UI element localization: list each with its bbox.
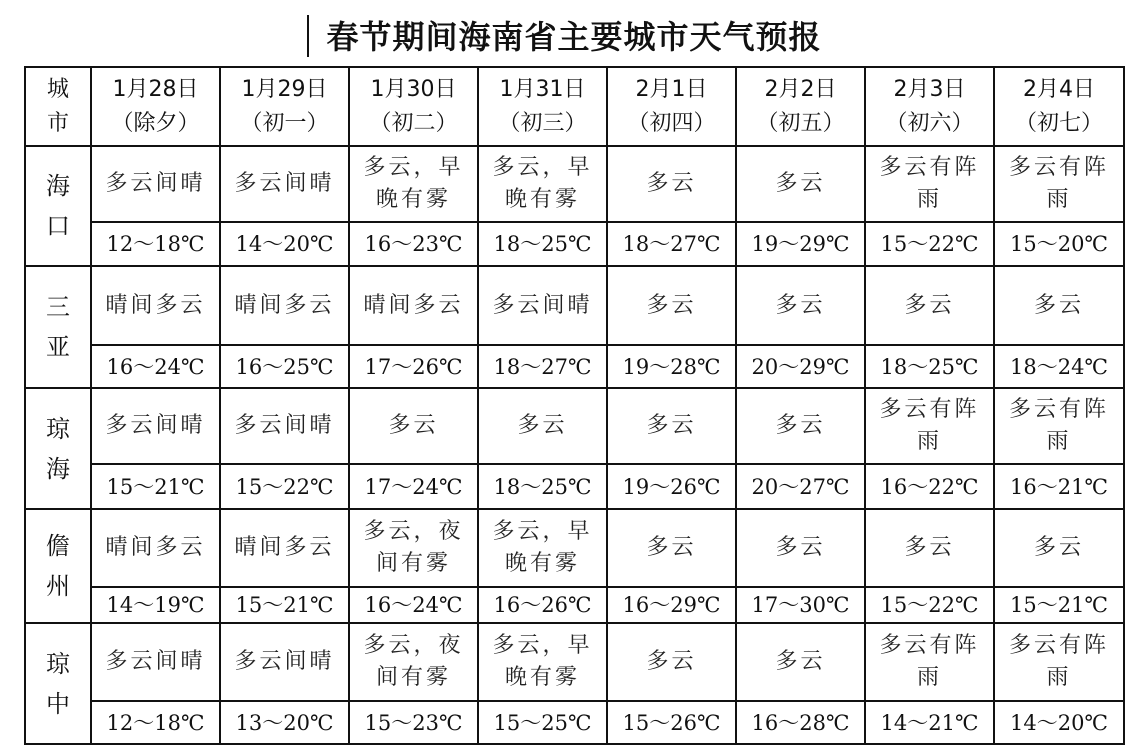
weather-text-line: 多云 xyxy=(775,413,826,438)
temperature-cell: 19～26℃ xyxy=(607,464,736,509)
temperature-cell: 16～23℃ xyxy=(349,222,478,266)
weather-text-line: 雨 xyxy=(916,665,942,690)
temperature-cell: 15～23℃ xyxy=(349,701,478,744)
weather-cell xyxy=(865,388,994,464)
weather-text-line: 多云有阵 xyxy=(879,397,980,422)
lunar-label: （初四） xyxy=(627,110,716,136)
temperature-cell: 16～24℃ xyxy=(349,587,478,623)
weather-cell xyxy=(91,146,220,222)
weather-cell xyxy=(478,623,607,701)
date-header-cell xyxy=(478,67,607,146)
temperature-row xyxy=(25,222,1124,266)
weather-cell xyxy=(478,146,607,222)
weather-text-line: 多云 xyxy=(646,535,697,560)
city-name-line: 琼 xyxy=(46,649,70,678)
temperature-cell: 17～30℃ xyxy=(736,587,865,623)
weather-text-line: 多云间晴 xyxy=(492,292,593,318)
city-name-cell xyxy=(25,146,91,266)
weather-cell xyxy=(607,388,736,464)
page-title: 春节期间海南省主要城市天气预报 xyxy=(326,18,822,56)
date-label: 2月1日 xyxy=(635,76,708,102)
date-header-cell xyxy=(736,67,865,146)
city-name-line: 三 xyxy=(46,293,70,321)
date-label: 2月2日 xyxy=(764,76,837,102)
weather-cell xyxy=(91,388,220,464)
lunar-label: （初二） xyxy=(369,110,458,136)
weather-cell xyxy=(736,509,865,587)
temperature-cell: 15～25℃ xyxy=(478,701,607,744)
date-header-cell xyxy=(607,67,736,146)
weather-text-line: 晚有雾 xyxy=(375,187,451,212)
weather-row xyxy=(25,146,1124,222)
weather-cell xyxy=(994,623,1124,701)
weather-text-line: 间有雾 xyxy=(375,665,451,690)
weather-text-line: 多云间晴 xyxy=(234,649,335,674)
weather-cell xyxy=(91,623,220,701)
temperature-cell: 13～20℃ xyxy=(220,701,349,744)
weather-cell xyxy=(994,266,1124,345)
weather-text-line: 晴间多云 xyxy=(105,292,206,318)
weather-cell xyxy=(220,623,349,701)
weather-text-line: 多云，早 xyxy=(492,155,593,180)
temperature-cell: 18～27℃ xyxy=(607,222,736,266)
date-header-cell xyxy=(349,67,478,146)
weather-text-line: 晴间多云 xyxy=(105,535,206,560)
temperature-cell: 16～25℃ xyxy=(220,345,349,388)
city-name-line: 中 xyxy=(46,689,70,718)
weather-text-line: 多云有阵 xyxy=(1008,397,1109,422)
weather-text-line: 多云 xyxy=(646,171,697,196)
weather-text-line: 雨 xyxy=(1046,429,1072,454)
weather-cell xyxy=(91,266,220,345)
weather-row xyxy=(25,623,1124,701)
weather-text-line: 多云，早 xyxy=(492,633,593,658)
temperature-cell: 14～20℃ xyxy=(994,701,1124,744)
temperature-cell: 16～24℃ xyxy=(91,345,220,388)
weather-text-line: 多云间晴 xyxy=(105,171,206,196)
temperature-cell: 14～20℃ xyxy=(220,222,349,266)
weather-text-line: 多云 xyxy=(646,292,697,318)
weather-text-line: 多云 xyxy=(646,649,697,674)
weather-cell xyxy=(349,266,478,345)
temperature-cell: 16～22℃ xyxy=(865,464,994,509)
lunar-label: （初一） xyxy=(240,110,329,136)
temperature-cell: 17～24℃ xyxy=(349,464,478,509)
weather-text-line: 多云间晴 xyxy=(105,649,206,674)
city-name-cell xyxy=(25,623,91,744)
weather-cell xyxy=(607,623,736,701)
weather-text-line: 雨 xyxy=(1046,665,1072,690)
weather-text-line: 多云，夜 xyxy=(363,633,464,658)
weather-text-line: 雨 xyxy=(1046,187,1072,212)
weather-cell xyxy=(349,623,478,701)
temperature-cell: 15～21℃ xyxy=(994,587,1124,623)
weather-text-line: 多云 xyxy=(646,413,697,438)
weather-row xyxy=(25,509,1124,587)
weather-cell xyxy=(220,388,349,464)
weather-text-line: 多云有阵 xyxy=(1008,155,1109,180)
weather-text-line: 多云 xyxy=(904,535,955,560)
temperature-cell: 15～20℃ xyxy=(994,222,1124,266)
weather-text-line: 多云间晴 xyxy=(234,171,335,196)
weather-cell xyxy=(994,388,1124,464)
weather-text-line: 多云 xyxy=(775,649,826,674)
temperature-cell: 15～22℃ xyxy=(220,464,349,509)
city-name-line: 亚 xyxy=(46,333,70,361)
weather-text-line: 多云 xyxy=(388,413,439,438)
date-header-cell xyxy=(91,67,220,146)
weather-cell xyxy=(865,623,994,701)
weather-text-line: 多云 xyxy=(904,292,955,318)
date-label: 1月29日 xyxy=(241,76,328,102)
temperature-cell: 18～24℃ xyxy=(994,345,1124,388)
weather-cell xyxy=(736,623,865,701)
weather-cell xyxy=(865,146,994,222)
temperature-cell: 18～27℃ xyxy=(478,345,607,388)
weather-text-line: 晚有雾 xyxy=(504,665,580,690)
lunar-label: （初七） xyxy=(1014,110,1103,136)
temperature-cell: 20～29℃ xyxy=(736,345,865,388)
weather-text-line: 多云，夜 xyxy=(363,519,464,544)
weather-cell xyxy=(220,509,349,587)
temperature-cell: 19～28℃ xyxy=(607,345,736,388)
weather-cell xyxy=(478,388,607,464)
weather-text-line: 间有雾 xyxy=(375,551,451,576)
temperature-row xyxy=(25,701,1124,744)
city-name-line: 州 xyxy=(46,572,70,600)
lunar-label: （初五） xyxy=(756,110,845,136)
weather-cell xyxy=(478,509,607,587)
weather-cell xyxy=(865,509,994,587)
lunar-label: （初六） xyxy=(885,110,974,136)
date-header-cell xyxy=(220,67,349,146)
city-header-cell xyxy=(25,67,91,146)
weather-cell xyxy=(220,146,349,222)
date-label: 1月31日 xyxy=(499,76,586,102)
weather-text-line: 多云 xyxy=(517,413,568,438)
lunar-label: （初三） xyxy=(498,110,587,136)
weather-cell xyxy=(607,146,736,222)
weather-text-line: 多云，早 xyxy=(492,519,593,544)
temperature-cell: 18～25℃ xyxy=(478,464,607,509)
city-name-line: 口 xyxy=(46,212,70,240)
temperature-cell: 18～25℃ xyxy=(865,345,994,388)
weather-text-line: 晴间多云 xyxy=(234,535,335,560)
temperature-cell: 12～18℃ xyxy=(91,701,220,744)
city-name-line: 琼 xyxy=(46,414,70,443)
city-name-cell xyxy=(25,266,91,388)
temperature-cell: 15～21℃ xyxy=(220,587,349,623)
weather-text-line: 多云间晴 xyxy=(105,413,206,438)
weather-cell xyxy=(607,509,736,587)
weather-text-line: 晴间多云 xyxy=(234,292,335,318)
date-label: 2月3日 xyxy=(893,76,966,102)
temperature-cell: 18～25℃ xyxy=(478,222,607,266)
weather-text-line: 雨 xyxy=(916,429,942,454)
city-header-line: 城 xyxy=(46,76,69,102)
weather-cell xyxy=(91,509,220,587)
weather-cell xyxy=(220,266,349,345)
weather-text-line: 多云有阵 xyxy=(879,633,980,658)
date-header-cell xyxy=(994,67,1124,146)
temperature-cell: 16～26℃ xyxy=(478,587,607,623)
temperature-cell: 20～27℃ xyxy=(736,464,865,509)
weather-cell xyxy=(994,146,1124,222)
weather-cell xyxy=(607,266,736,345)
weather-cell xyxy=(994,509,1124,587)
weather-text-line: 多云 xyxy=(775,535,826,560)
temperature-cell: 16～28℃ xyxy=(736,701,865,744)
weather-text-line: 多云有阵 xyxy=(1008,633,1109,658)
temperature-cell: 14～19℃ xyxy=(91,587,220,623)
city-name-line: 海 xyxy=(46,172,70,200)
weather-text-line: 多云有阵 xyxy=(879,155,980,180)
weather-cell xyxy=(349,509,478,587)
city-header-line: 市 xyxy=(46,110,69,136)
weather-text-line: 多云 xyxy=(775,292,826,318)
weather-cell xyxy=(349,388,478,464)
weather-text-line: 多云 xyxy=(1033,292,1084,318)
weather-cell xyxy=(736,146,865,222)
temperature-row xyxy=(25,345,1124,388)
date-label: 1月28日 xyxy=(112,76,199,102)
temperature-row xyxy=(25,587,1124,623)
weather-row xyxy=(25,388,1124,464)
temperature-cell: 19～29℃ xyxy=(736,222,865,266)
weather-text-line: 多云，早 xyxy=(363,155,464,180)
weather-text-line: 晚有雾 xyxy=(504,187,580,212)
weather-text-line: 晴间多云 xyxy=(363,292,464,318)
weather-row xyxy=(25,266,1124,345)
date-label: 2月4日 xyxy=(1023,76,1095,102)
weather-cell xyxy=(736,266,865,345)
temperature-cell: 16～21℃ xyxy=(994,464,1124,509)
temperature-cell: 15～21℃ xyxy=(91,464,220,509)
temperature-cell: 16～29℃ xyxy=(607,587,736,623)
date-header-cell xyxy=(865,67,994,146)
temperature-cell: 17～26℃ xyxy=(349,345,478,388)
city-name-cell xyxy=(25,509,91,623)
temperature-cell: 15～22℃ xyxy=(865,222,994,266)
weather-cell xyxy=(349,146,478,222)
weather-text-line: 雨 xyxy=(916,187,942,212)
temperature-cell: 14～21℃ xyxy=(865,701,994,744)
temperature-cell: 15～22℃ xyxy=(865,587,994,623)
weather-text-line: 多云 xyxy=(1033,535,1084,560)
weather-cell xyxy=(478,266,607,345)
temperature-row xyxy=(25,464,1124,509)
temperature-cell: 15～26℃ xyxy=(607,701,736,744)
weather-text-line: 晚有雾 xyxy=(504,551,580,576)
city-name-line: 儋 xyxy=(46,532,70,560)
weather-cell xyxy=(865,266,994,345)
lunar-label: （除夕） xyxy=(111,110,200,136)
weather-cell xyxy=(736,388,865,464)
date-label: 1月30日 xyxy=(370,76,457,102)
city-name-line: 海 xyxy=(46,454,70,483)
temperature-cell: 12～18℃ xyxy=(91,222,220,266)
city-name-cell xyxy=(25,388,91,509)
weather-text-line: 多云 xyxy=(775,171,826,196)
forecast-table xyxy=(24,66,1125,745)
header-row xyxy=(25,67,1124,146)
weather-text-line: 多云间晴 xyxy=(234,413,335,438)
